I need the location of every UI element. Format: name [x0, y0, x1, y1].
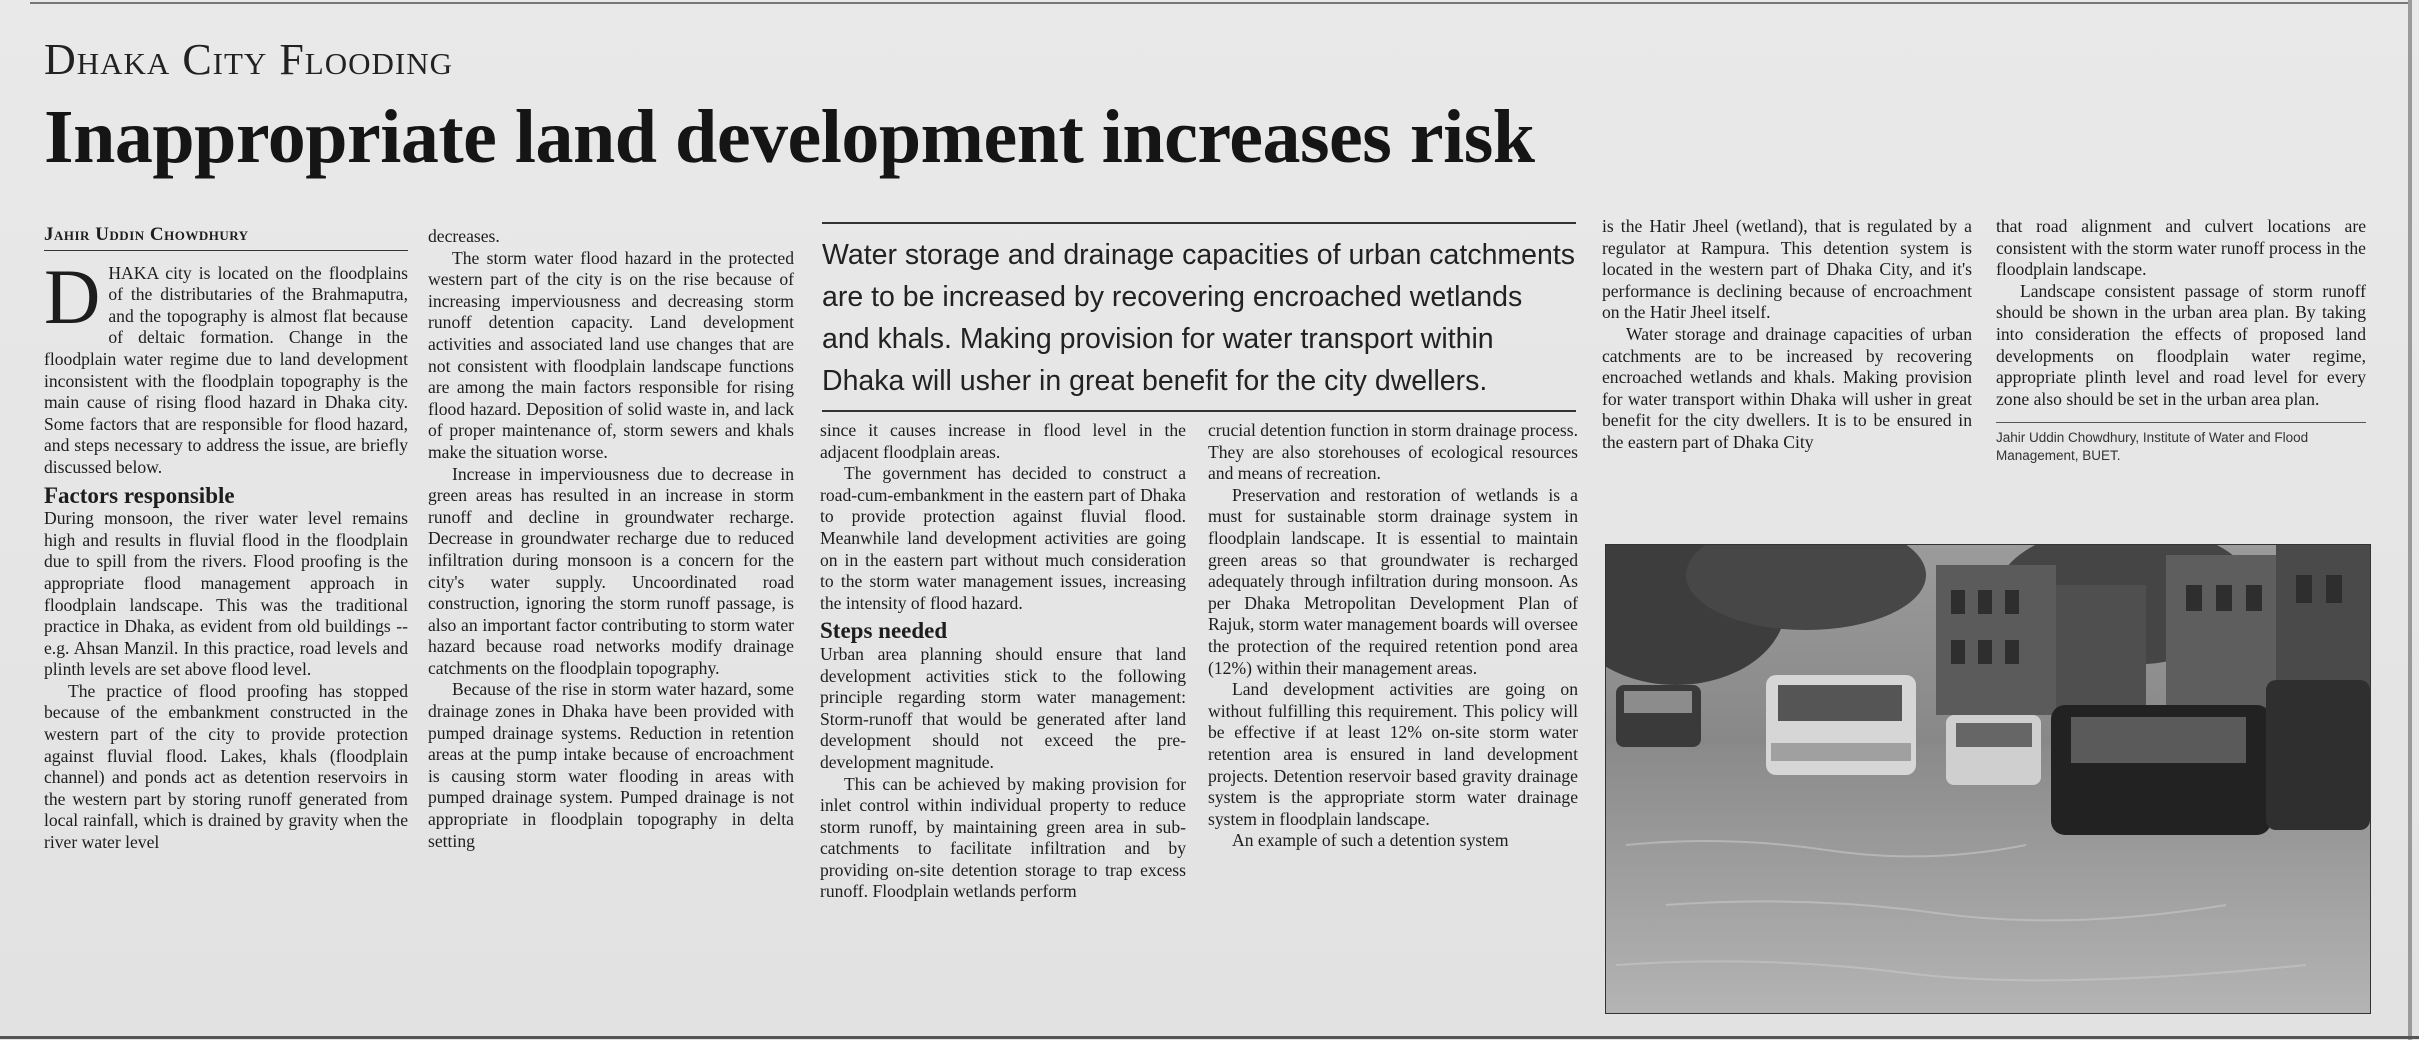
pull-quote [822, 222, 1576, 412]
column-4 [1208, 420, 1578, 852]
intro-paragraph: DHAKA city is located on the floodplains of the distributaries of the Brahmaputra, and the topography is almost flat because of deltaic formation. Change in the floodplain water regime due to land development inconsistent with the floodplain topography is the main cause of rising flood hazard in Dhaka city. Some factors that are responsible for flood hazard, and steps necessary to address the issue, are briefly discussed below. [44, 252, 408, 477]
article-headline: Inappropriate land development increases risk [44, 95, 1535, 179]
paragraph: Increase in imperviousness due to decrease in green areas has resulted in an increase in storm runoff and decline in groundwater recharge. Decrease in groundwater recharge due to reduced infiltration during monsoon is a concern for the city's water supply. Uncoordinated road construction, ignoring the storm runoff passage, is also an important factor contributing to storm water hazard because road networks modify drainage catchments on the floodplain topography. [428, 463, 794, 678]
paragraph: Preservation and restoration of wetlands is a must for sustainable storm drainage system in floodplain landscape. It is essential to maintain green areas so that groundwater is recharged adequately through infiltration during monsoon. As per Dhaka Metropolitan Development Plan of Rajuk, storm water management boards will oversee the protection of the required retention pond area (12%) within their management areas. [1208, 484, 1578, 678]
paragraph: is the Hatir Jheel (wetland), that is regulated by a regulator at Rampura. This detention system is located in the western part of Dhaka City, and it's performance is declining because of encroachment on the Hatir Jheel itself. [1602, 216, 1972, 323]
flooded-street-photo [1605, 544, 2371, 1014]
column-6 [1996, 216, 2366, 465]
subhead-factors: Factors responsible [44, 482, 235, 508]
paragraph: decreases. [428, 226, 500, 246]
page-edge [2408, 0, 2412, 1040]
paragraph: Because of the rise in storm water hazard, some drainage zones in Dhaka have been provided with pumped drainage systems. Reduction in retention areas at the pump intake because of encroachment is causing storm water flooding in areas with pumped drainage system. Pumped drainage is not appropriate in floodplain topography in delta setting [428, 679, 794, 851]
paragraph: During monsoon, the river water level remains high and results in fluvial flood in the floodplain due to spill from the rivers. Flood proofing is the appropriate flood management approach in floodplain landscape. This was the traditional practice in Dhaka, as evident from old buildings -- e.g. Ahsan Manzil. In this practice, road levels and plinth levels are set above flood level. [44, 508, 408, 680]
paragraph: Urban area planning should ensure that land development activities stick to the following principle regarding storm water management: Storm-runoff that would be generated after land development should not exceed the pre-development magnitude. [820, 643, 1186, 772]
drop-cap: D [44, 252, 101, 340]
subhead-steps: Steps needed [820, 618, 948, 644]
paragraph: The storm water flood hazard in the protected western part of the city is on the rise because of increasing imperviousness and decreasing storm runoff detention capacity. Land development activities and associated land use changes that are not consistent with floodplain landscape functions are among the main factors responsible for rising flood hazard. Deposition of solid waste in, and lack of proper maintenance of, storm sewers and khals make the situation worse. [428, 247, 794, 462]
photo-image [1606, 545, 2370, 1013]
paragraph: The government has decided to construct a road-cum-embankment in the eastern part of Dhaka to provide protection against fluvial flood. Meanwhile land development activities are going on in the eastern part without much consideration to the storm water management issues, increasing the intensity of flood hazard. [820, 463, 1186, 613]
paragraph: The practice of flood proofing has stopped because of the embankment constructed in the western part of the city to provide protection against fluvial flood. Lakes, khals (floodplain channel) and ponds act as detention reservoirs in the western part by storing runoff generated from local rainfall, which is drained by gravity when the river water level [44, 680, 408, 853]
paragraph: crucial detention function in storm drainage process. They are also storehouses of ecological resources and means of recreation. [1208, 420, 1578, 484]
column-2 [428, 226, 794, 852]
pull-quote-text: Water storage and drainage capacities of urban catchments are to be increased by recovering encroached wetlands and khals. Making provision for water transport within Dhaka will usher in great benefit for the city dwellers. [822, 239, 1576, 397]
top-rule [30, 2, 2410, 4]
paragraph: that road alignment and culvert locations are consistent with the storm water runoff process in the floodplain landscape. [1996, 216, 2366, 280]
paragraph: Land development activities are going on without fulfilling this requirement. This policy will be effective if at least 12% on-site storm water retention area is ensured in land development projects. Detention reservoir based gravity drainage system is the appropriate storm water drainage system in floodplain landscape. [1208, 679, 1578, 829]
byline: Jahir Uddin Chowdhury [44, 224, 408, 251]
section-kicker: Dhaka City Flooding [44, 35, 453, 84]
paragraph: This can be achieved by making provision for inlet control within individual property to reduce storm runoff, by maintaining green area in sub-catchments to facilitate infiltration and by providing on-site detention storage to trap excess runoff. Floodplain wetlands perform [820, 773, 1186, 902]
author-credit: Jahir Uddin Chowdhury, Institute of Water and Flood Management, BUET. [1996, 422, 2366, 465]
paragraph: An example of such a detention system [1232, 830, 1509, 851]
paragraph: Water storage and drainage capacities of urban catchments are to be increased by recovering encroached wetlands and khals. Making provision for water transport within Dhaka will usher in great benefit for the city dwellers. It is to be ensured in the eastern part of Dhaka City [1602, 323, 1972, 452]
column-5 [1602, 216, 1972, 454]
column-1 [44, 224, 408, 854]
bottom-rule [0, 1036, 2419, 1039]
paragraph: Landscape consistent passage of storm runoff should be shown in the urban area plan. By taking into consideration the effects of proposed land developments on floodplain water regime, appropriate plinth level and road level for every zone also should be set in the urban area plan. [1996, 280, 2366, 409]
paragraph: since it causes increase in flood level in the adjacent floodplain areas. [820, 420, 1186, 462]
column-3 [820, 420, 1186, 903]
